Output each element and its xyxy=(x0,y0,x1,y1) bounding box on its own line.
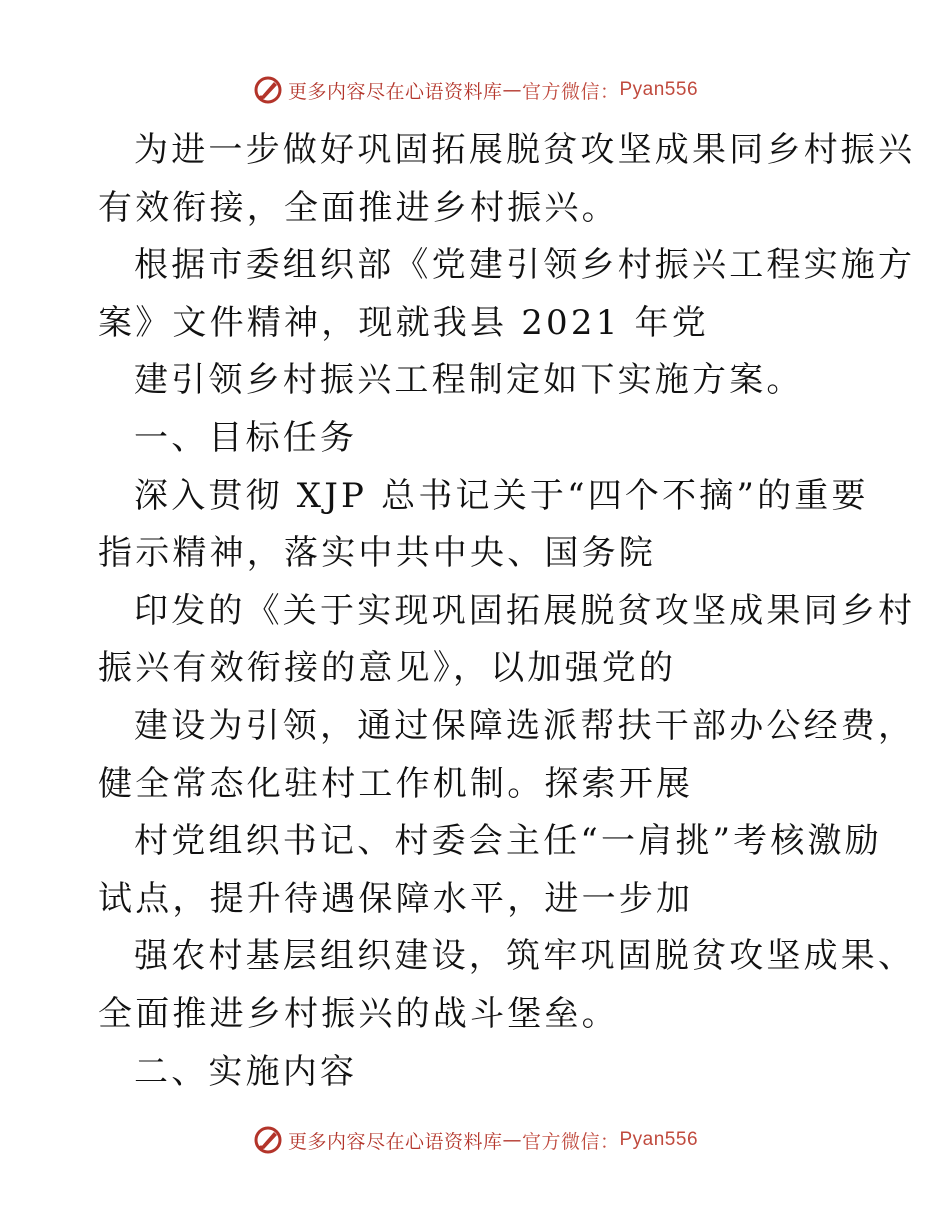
body-line: 建设为引领，通过保障选派帮扶干部办公经费， xyxy=(134,705,916,746)
footer-dash: — xyxy=(502,1129,522,1151)
body-line: 强农村基层组织建设，筑牢巩固脱贫攻坚成果、 xyxy=(134,936,916,977)
body-line: 有效衔接，全面推进乡村振兴。 xyxy=(98,187,619,228)
brush-logo-icon xyxy=(252,1124,284,1156)
brush-logo-icon xyxy=(252,74,284,106)
section-heading-1: 一、目标任务 xyxy=(134,417,358,458)
footer-banner xyxy=(0,1120,950,1160)
body-line: 村党组织书记、村委会主任“一肩挑”考核激励 xyxy=(134,821,882,862)
footer-wechat-id: Pyan556 xyxy=(619,1129,699,1150)
body-line: 深入贯彻 XJP 总书记关于“四个不摘”的重要 xyxy=(134,475,869,516)
body-line: 指示精神，落实中共中央、国务院 xyxy=(98,533,656,574)
body-line: 全面推进乡村振兴的战斗堡垒。 xyxy=(98,993,619,1034)
header-wechat-id: Pyan556 xyxy=(619,79,699,100)
header-dash: — xyxy=(502,79,522,101)
body-line: 试点，提升待遇保障水平，进一步加 xyxy=(98,878,694,919)
header-promo-text: 更多内容尽在心语资料库 xyxy=(287,80,503,103)
header-banner xyxy=(0,70,950,110)
footer-wechat-label: 官方微信： xyxy=(521,1130,620,1153)
body-line: 振兴有效衔接的意见》，以加强党的 xyxy=(98,648,677,689)
body-line: 为进一步做好巩固拓展脱贫攻坚成果同乡村振兴 xyxy=(134,130,916,170)
body-line: 印发的《关于实现巩固拓展脱贫攻坚成果同乡村 xyxy=(134,590,916,631)
body-line: 案》文件精神，现就我县 2021 年党 xyxy=(98,302,709,343)
body-line: 根据市委组织部《党建引领乡村振兴工程实施方 xyxy=(134,245,916,286)
footer-promo-text: 更多内容尽在心语资料库 xyxy=(287,1130,503,1153)
header-wechat-label: 官方微信： xyxy=(521,80,620,103)
body-line: 建引领乡村振兴工程制定如下实施方案。 xyxy=(134,360,804,401)
body-line: 健全常态化驻村工作机制。探索开展 xyxy=(98,763,694,804)
section-heading-2: 二、实施内容 xyxy=(134,1051,358,1092)
document-body xyxy=(98,122,916,1101)
